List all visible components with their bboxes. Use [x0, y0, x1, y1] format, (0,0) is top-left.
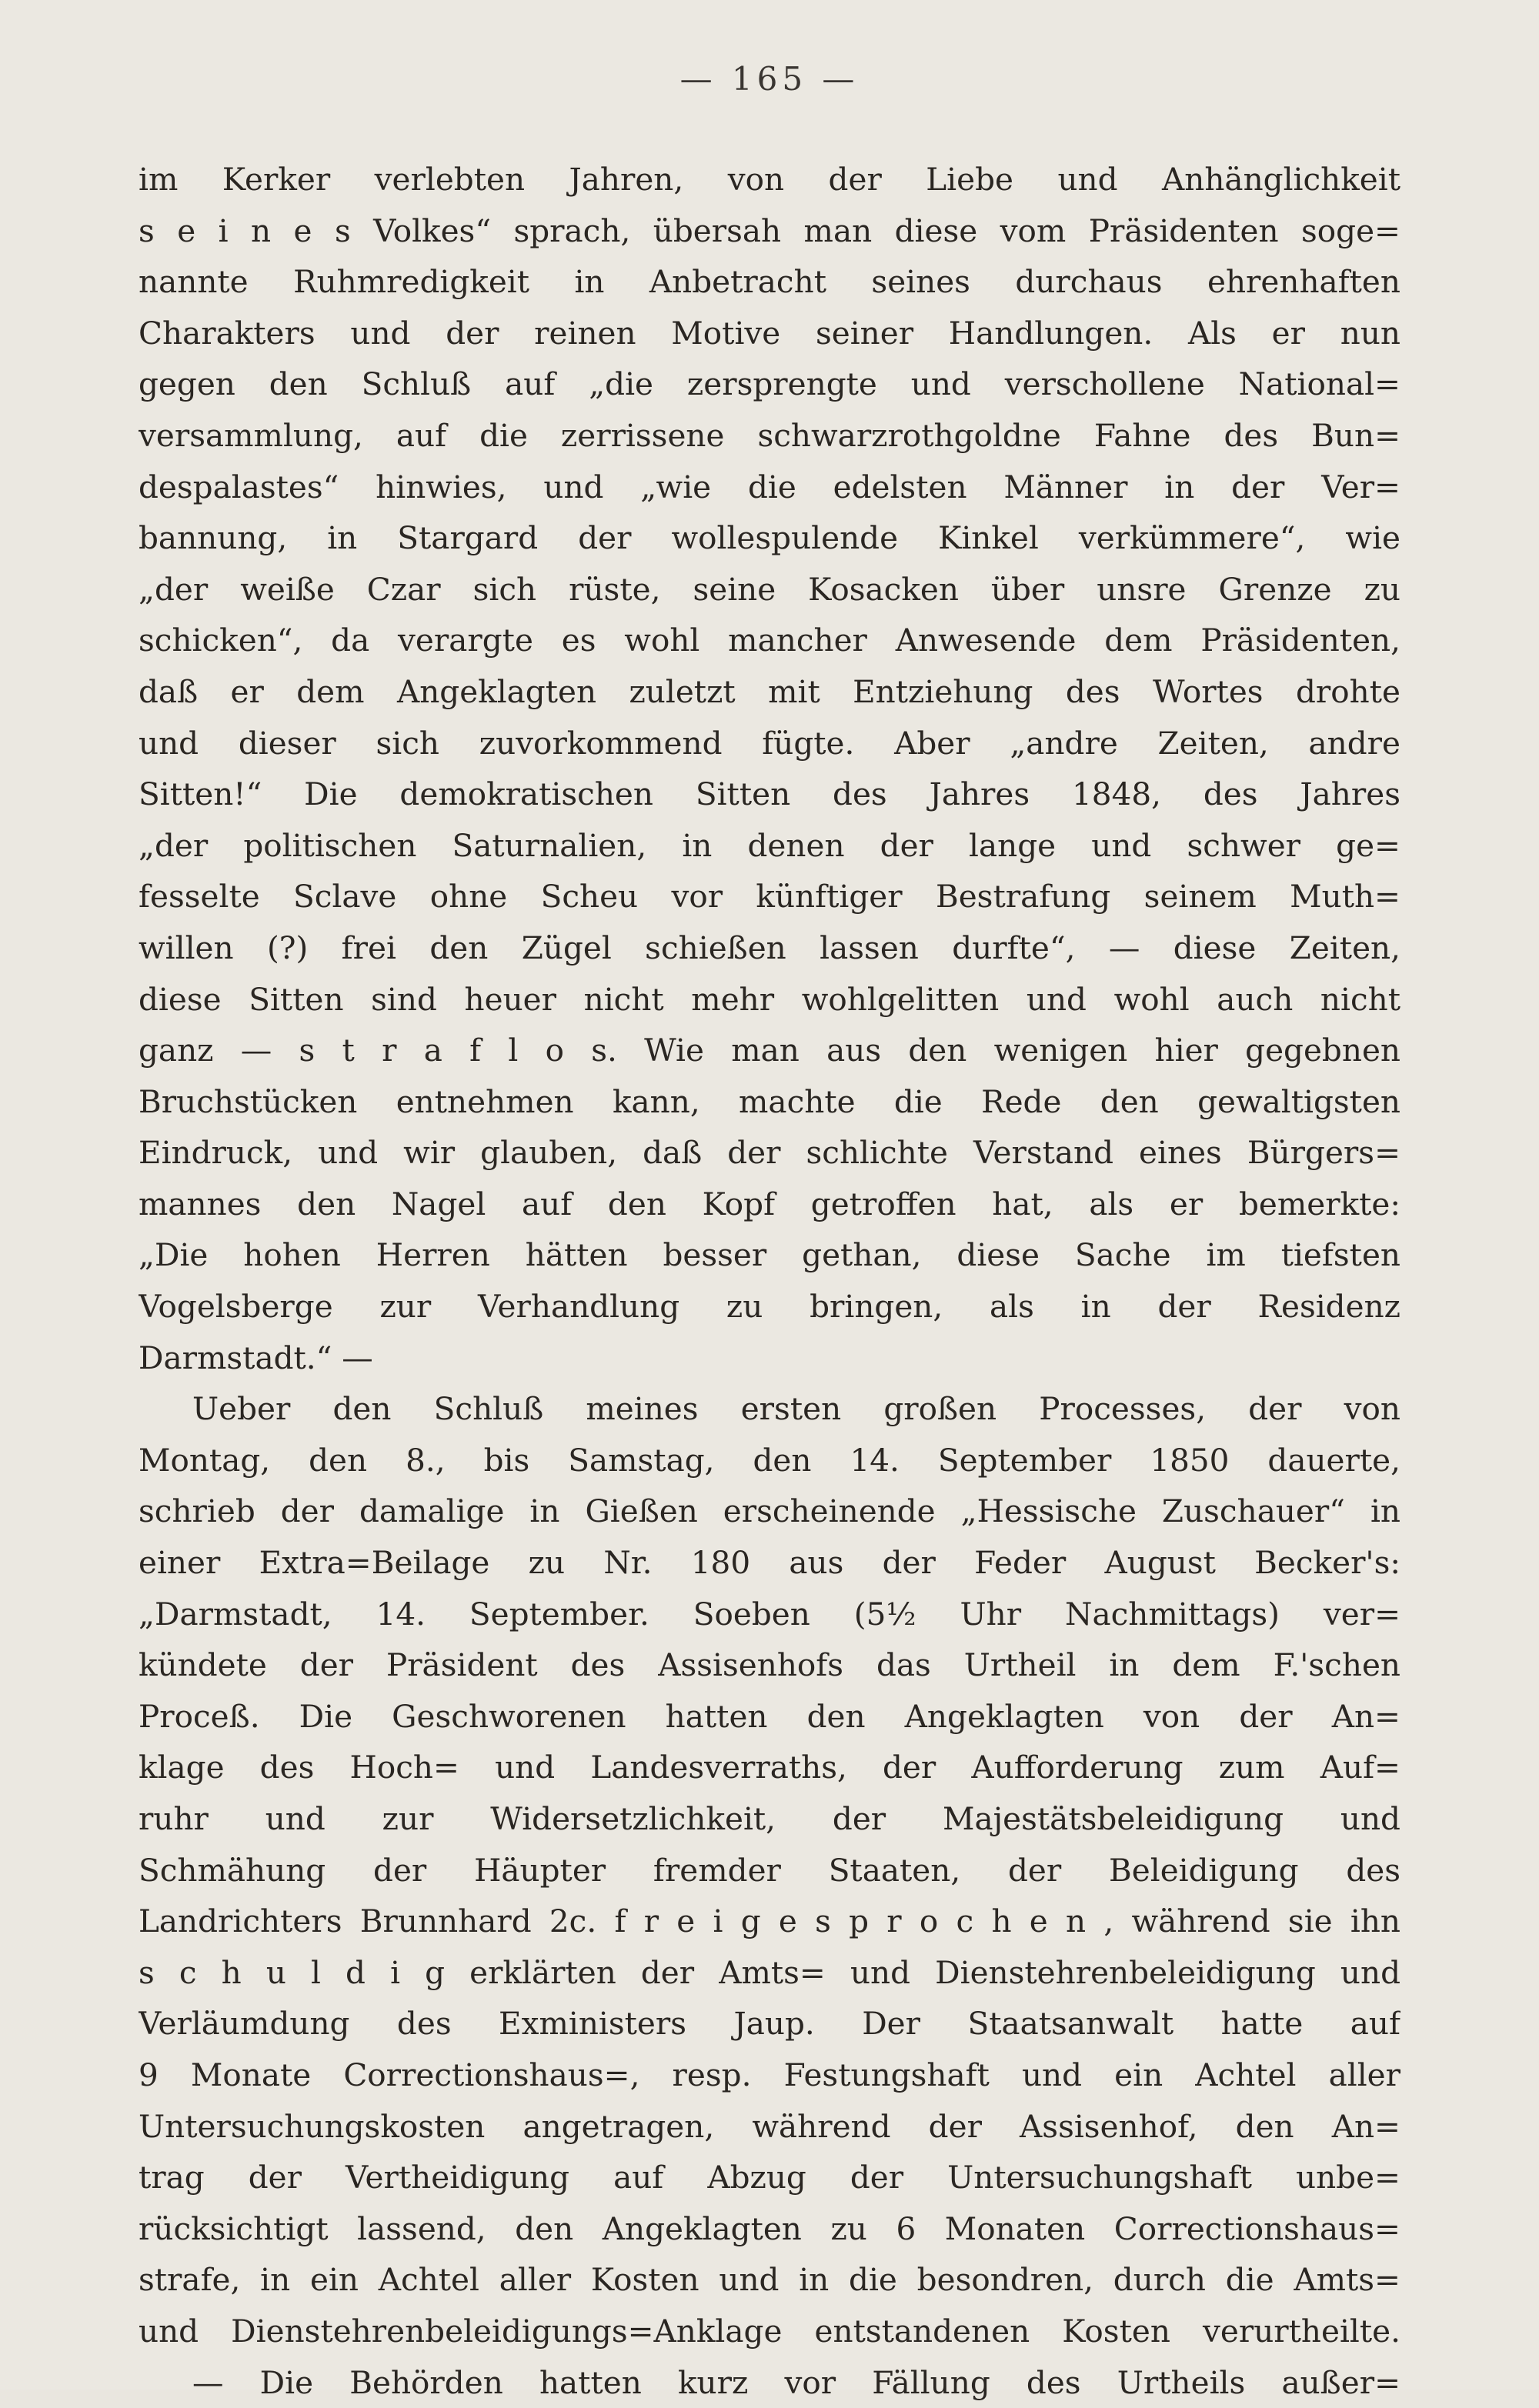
text-line: 9 Monate Correctionshaus=, resp. Festungshaft und ein Achtel aller	[139, 2056, 1400, 2093]
text-line: despalastes“ hinwies, und „wie die edelsten Männer in der Ver=	[139, 468, 1400, 505]
paragraph-start-line: Ueber den Schluß meines ersten großen Processes, der von	[192, 1390, 1400, 1428]
text-line: ganz — s t r a f l o s. Wie man aus den wenigen hier gegebnen	[139, 1032, 1400, 1069]
text-line: Vogelsberge zur Verhandlung zu bringen, als in der Residenz	[139, 1288, 1400, 1326]
text-line: Eindruck, und wir glauben, daß der schlichte Verstand eines Bürgers=	[139, 1134, 1400, 1172]
text-line: „der weiße Czar sich rüste, seine Kosacken über unsre Grenze zu	[139, 570, 1400, 608]
text-line: Proceß. Die Geschworenen hatten den Angeklagten von der An=	[139, 1697, 1400, 1735]
text-line: kündete der Präsident des Assisenhofs das Urtheil in dem F.'schen	[139, 1646, 1400, 1684]
text-line: s e i n e s Volkes“ sprach, übersah man diese vom Präsidenten soge=	[139, 212, 1400, 249]
text-line: versammlung, auf die zerrissene schwarzrothgoldne Fahne des Bun=	[139, 416, 1400, 454]
text-line: — Die Behörden hatten kurz vor Fällung des Urtheils außer=	[192, 2363, 1400, 2401]
text-line: diese Sitten sind heuer nicht mehr wohlgelitten und wohl auch nicht	[139, 980, 1400, 1018]
text-line: bannung, in Stargard der wollespulende Kinkel verkümmere“, wie	[139, 519, 1400, 557]
text-line: und dieser sich zuvorkommend fügte. Aber „andre Zeiten, andre	[139, 724, 1400, 762]
text-line: klage des Hoch= und Landesverraths, der Aufforderung zum Auf=	[139, 1749, 1400, 1786]
text-line: fesselte Sclave ohne Scheu vor künftiger Bestrafung seinem Muth=	[139, 878, 1400, 916]
body-text	[139, 154, 1400, 2408]
text-line: und Dienstehrenbeleidigungs=Anklage entstandenen Kosten verurtheilte.	[139, 2312, 1400, 2350]
text-line: daß er dem Angeklagten zuletzt mit Entziehung des Wortes drohte	[139, 672, 1400, 710]
text-line: rücksichtigt lassend, den Angeklagten zu 6 Monaten Correctionshaus=	[139, 2210, 1400, 2247]
text-line: schrieb der damalige in Gießen erscheinende „Hessische Zuschauer“ in	[139, 1492, 1400, 1530]
text-line: trag der Vertheidigung auf Abzug der Untersuchungshaft unbe=	[139, 2159, 1400, 2196]
text-line: „Die hohen Herren hätten besser gethan, diese Sache im tiefsten	[139, 1236, 1400, 1274]
text-line: Bruchstücken entnehmen kann, machte die Rede den gewaltigsten	[139, 1082, 1400, 1120]
text-line: einer Extra=Beilage zu Nr. 180 aus der Feder August Becker's:	[139, 1544, 1400, 1582]
text-line: Charakters und der reinen Motive seiner Handlungen. Als er nun	[139, 314, 1400, 352]
page-number: — 165 —	[679, 60, 860, 98]
text-line: „Darmstadt, 14. September. Soeben (5½ Uhr Nachmittags) ver=	[139, 1595, 1400, 1633]
text-line: s c h u l d i g erklärten der Amts= und Dienstehrenbeleidigung und	[139, 1953, 1400, 1991]
text-line: im Kerker verlebten Jahren, von der Liebe und Anhänglichkeit	[139, 161, 1400, 198]
text-line: gegen den Schluß auf „die zersprengte und verschollene National=	[139, 365, 1400, 403]
text-line: Montag, den 8., bis Samstag, den 14. September 1850 dauerte,	[139, 1441, 1400, 1479]
text-line: Untersuchungskosten angetragen, während der Assisenhof, den An=	[139, 2107, 1400, 2145]
text-line: schicken“, da verargte es wohl mancher Anwesende dem Präsidenten,	[139, 622, 1400, 659]
text-line: Darmstadt.“ —	[139, 1339, 373, 1376]
text-line: Sitten!“ Die demokratischen Sitten des Jahres 1848, des Jahres	[139, 775, 1400, 813]
text-line: „der politischen Saturnalien, in denen der lange und schwer ge=	[139, 826, 1400, 864]
text-line: nannte Ruhmredigkeit in Anbetracht seines durchaus ehrenhaften	[139, 263, 1400, 301]
text-line: ruhr und zur Widersetzlichkeit, der Majestätsbeleidigung und	[139, 1800, 1400, 1837]
text-line: strafe, in ein Achtel aller Kosten und in die besondren, durch die Amts=	[139, 2261, 1400, 2299]
text-line: Schmähung der Häupter fremder Staaten, der Beleidigung des	[139, 1851, 1400, 1889]
text-line: Verläumdung des Exministers Jaup. Der Staatsanwalt hatte auf	[139, 2005, 1400, 2043]
text-line: willen (?) frei den Zügel schießen lassen durfte“, — diese Zeiten,	[139, 929, 1400, 966]
text-line: mannes den Nagel auf den Kopf getroffen hat, als er bemerkte:	[139, 1185, 1400, 1222]
text-line: Landrichters Brunnhard 2c. f r e i g e s p r o c h e n , während sie ihn	[139, 1903, 1400, 1940]
